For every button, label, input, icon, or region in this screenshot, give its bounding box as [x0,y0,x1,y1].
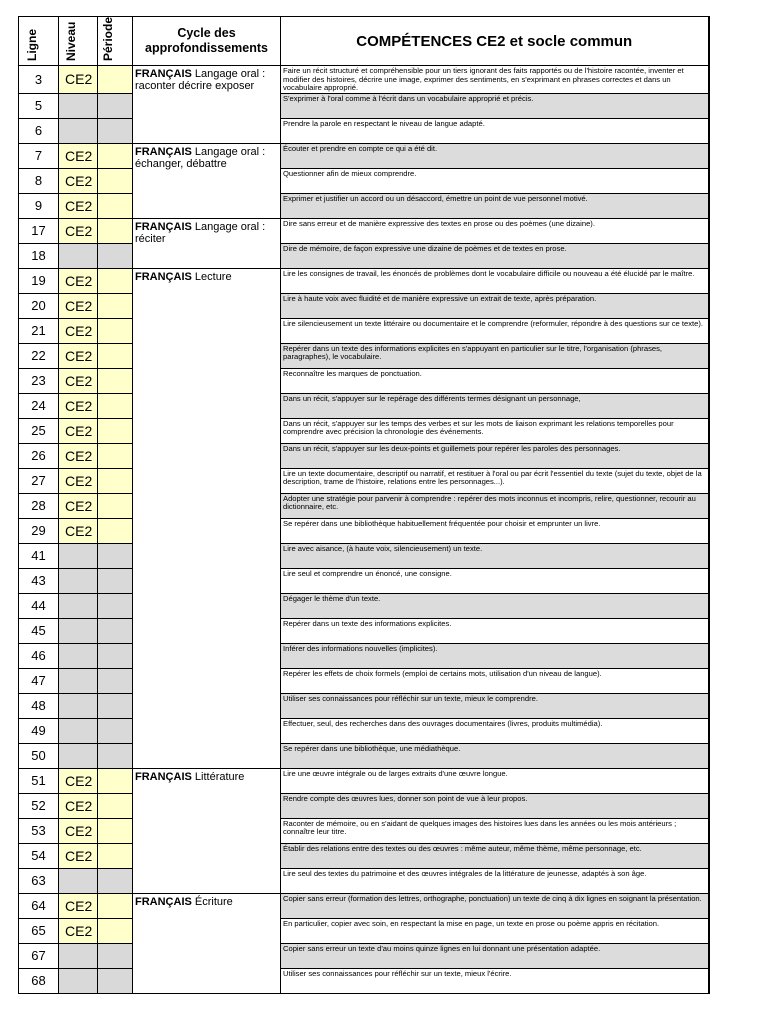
periode-cell[interactable] [98,443,133,468]
domain-topic: Écriture [191,895,233,908]
domain-topic: Langage oral : échanger, débattre [135,145,266,170]
niveau-cell[interactable]: CE2 [59,768,98,793]
table-row [19,66,709,94]
competence-text: Lire avec aisance, (à haute voix, silencieusement) un texte. [281,543,709,568]
periode-cell[interactable] [98,218,133,243]
ligne-cell: 48 [19,693,59,718]
table-row [19,493,709,518]
ligne-cell: 49 [19,718,59,743]
domain-subject: FRANÇAIS [135,770,192,783]
periode-cell[interactable] [98,793,133,818]
niveau-cell[interactable]: CE2 [59,368,98,393]
niveau-cell[interactable]: CE2 [59,218,98,243]
ligne-cell: 67 [19,943,59,968]
ligne-cell: 8 [19,168,59,193]
periode-cell[interactable] [98,693,133,718]
table-row [19,93,709,118]
ligne-cell: 68 [19,968,59,993]
niveau-cell[interactable] [59,93,98,118]
domain-subject: FRANÇAIS [135,270,192,283]
periode-cell[interactable] [98,843,133,868]
competence-text: Lire seul des textes du patrimoine et des œuvres intégrales de la littérature de jeunesse, adaptés à son âge. [281,868,709,893]
niveau-cell[interactable]: CE2 [59,443,98,468]
niveau-cell[interactable]: CE2 [59,893,98,918]
periode-cell[interactable] [98,193,133,218]
periode-cell[interactable] [98,543,133,568]
competence-text: Dans un récit, s'appuyer sur les temps des verbes et sur les mots de liaison exprimant les relations temporelles pour comprendre avec précision la chronologie des événements. [281,418,709,443]
header-competences: COMPÉTENCES CE2 et socle commun [281,17,709,66]
domain-topic: Langage oral : raconter décrire exposer [135,68,266,92]
table-row [19,193,709,218]
niveau-cell[interactable]: CE2 [59,193,98,218]
competence-text: Rendre compte des œuvres lues, donner son point de vue à leur propos. [281,793,709,818]
niveau-cell[interactable] [59,968,98,993]
periode-cell[interactable] [98,968,133,993]
competence-text: Dans un récit, s'appuyer sur les deux-points et guillemets pour repérer les paroles des personnages. [281,443,709,468]
table-row [19,543,709,568]
domain-topic: Littérature [191,770,245,783]
ligne-cell: 47 [19,668,59,693]
ligne-cell: 3 [19,66,59,94]
niveau-cell[interactable]: CE2 [59,66,98,94]
periode-cell[interactable] [98,943,133,968]
periode-cell[interactable] [98,243,133,268]
table-row [19,743,709,768]
table-row [19,568,709,593]
competence-text: Lire seul et comprendre un énoncé, une consigne. [281,568,709,593]
domain-cell [133,268,281,768]
periode-cell[interactable] [98,168,133,193]
header-row [19,17,709,66]
ligne-cell: 9 [19,193,59,218]
competence-text: Copier sans erreur (formation des lettres, orthographe, ponctuation) un texte de cinq à dix lignes en soignant la présentation. [281,893,709,918]
ligne-cell: 23 [19,368,59,393]
table-row [19,393,709,418]
ligne-cell: 25 [19,418,59,443]
table-row [19,243,709,268]
table-row [19,318,709,343]
ligne-cell: 28 [19,493,59,518]
niveau-cell[interactable]: CE2 [59,318,98,343]
ligne-cell: 26 [19,443,59,468]
table-row [19,893,709,918]
competence-text: Dégager le thème d'un texte. [281,593,709,618]
domain-cell [133,143,281,218]
competence-text: Dans un récit, s'appuyer sur le repérage des différents termes désignant un personnage, [281,393,709,418]
header-niveau: Niveau [59,17,98,66]
competences-table [18,16,710,994]
niveau-cell[interactable] [59,943,98,968]
ligne-cell: 6 [19,118,59,143]
header-periode: Période [98,17,133,66]
ligne-cell: 52 [19,793,59,818]
competence-text: Établir des relations entre des textes ou des œuvres : même auteur, même thème, même personnage, etc. [281,843,709,868]
competence-text: Questionner afin de mieux comprendre. [281,168,709,193]
competence-text: Repérer les effets de choix formels (emploi de certains mots, utilisation d'un niveau de langue). [281,668,709,693]
table-row [19,293,709,318]
competence-text: Lire à haute voix avec fluidité et de manière expressive un extrait de texte, après préparation. [281,293,709,318]
table-row [19,918,709,943]
niveau-cell[interactable] [59,668,98,693]
periode-cell[interactable] [98,718,133,743]
niveau-cell[interactable]: CE2 [59,793,98,818]
competence-text: Inférer des informations nouvelles (implicites). [281,643,709,668]
ligne-cell: 24 [19,393,59,418]
ligne-cell: 20 [19,293,59,318]
competence-text: Faire un récit structuré et compréhensible pour un tiers ignorant des faits rapportés ou de l'histoire racontée, inventer et modifier des histoires, décrire une image, exprimer des sentiments, en s'exprimant en phrases correctes et dans un vocabulaire approprié. [281,66,709,94]
ligne-cell: 63 [19,868,59,893]
niveau-cell[interactable]: CE2 [59,518,98,543]
niveau-cell[interactable]: CE2 [59,293,98,318]
periode-cell[interactable] [98,418,133,443]
domain-cell [133,768,281,893]
niveau-cell[interactable] [59,643,98,668]
niveau-cell[interactable]: CE2 [59,418,98,443]
periode-cell[interactable] [98,743,133,768]
niveau-cell[interactable]: CE2 [59,168,98,193]
domain-cell [133,893,281,993]
table-row [19,218,709,243]
table-row [19,443,709,468]
niveau-cell[interactable] [59,868,98,893]
competence-text: En particulier, copier avec soin, en respectant la mise en page, un texte en prose ou poème appris en récitation. [281,918,709,943]
competence-text: Adopter une stratégie pour parvenir à comprendre : repérer des mots inconnus et incompris, relire, questionner, recourir au dictionnaire, etc. [281,493,709,518]
periode-cell[interactable] [98,143,133,168]
table-row [19,468,709,493]
ligne-cell: 21 [19,318,59,343]
ligne-cell: 44 [19,593,59,618]
table-row [19,643,709,668]
niveau-cell[interactable] [59,568,98,593]
periode-cell[interactable] [98,268,133,293]
competence-text: Copier sans erreur un texte d'au moins quinze lignes en lui donnant une présentation adaptée. [281,943,709,968]
periode-cell[interactable] [98,868,133,893]
periode-cell[interactable] [98,518,133,543]
niveau-cell[interactable]: CE2 [59,918,98,943]
niveau-cell[interactable]: CE2 [59,393,98,418]
ligne-cell: 22 [19,343,59,368]
competence-text: Repérer dans un texte des informations explicites. [281,618,709,643]
niveau-cell[interactable]: CE2 [59,343,98,368]
ligne-cell: 29 [19,518,59,543]
competence-text: Repérer dans un texte des informations explicites en s'appuyant en particulier sur le titre, l'organisation (phrases, paragraphes), le vocabulaire. [281,343,709,368]
table-row [19,168,709,193]
competence-text: Reconnaître les marques de ponctuation. [281,368,709,393]
table-row [19,593,709,618]
competence-text: Effectuer, seul, des recherches dans des ouvrages documentaires (livres, produits multimédia). [281,718,709,743]
competence-text: Lire silencieusement un texte littéraire ou documentaire et le comprendre (reformuler, répondre à des questions sur ce texte). [281,318,709,343]
periode-cell[interactable] [98,818,133,843]
table-row [19,718,709,743]
ligne-cell: 19 [19,268,59,293]
competences-body [19,66,709,994]
competence-text: Utiliser ses connaissances pour réfléchir sur un texte, mieux le comprendre. [281,693,709,718]
table-row [19,418,709,443]
competence-text: Utiliser ses connaissances pour réfléchir sur un texte, mieux l'écrire. [281,968,709,993]
competence-text: Lire un texte documentaire, descriptif ou narratif, et restituer à l'oral ou par écrit l'essentiel du texte (sujet du texte, objet de la description, trame de l'histoire, relations entre les personnages...). [281,468,709,493]
periode-cell[interactable] [98,393,133,418]
ligne-cell: 65 [19,918,59,943]
competence-text: Se repérer dans une bibliothèque, une médiathèque. [281,743,709,768]
periode-cell[interactable] [98,93,133,118]
domain-subject: FRANÇAIS [135,68,192,80]
competence-text: Dire de mémoire, de façon expressive une dizaine de poèmes et de textes en prose. [281,243,709,268]
ligne-cell: 46 [19,643,59,668]
competence-text: Exprimer et justifier un accord ou un désaccord, émettre un point de vue personnel motivé. [281,193,709,218]
periode-cell[interactable] [98,493,133,518]
periode-cell[interactable] [98,343,133,368]
periode-cell[interactable] [98,318,133,343]
table-row [19,618,709,643]
niveau-cell[interactable] [59,693,98,718]
periode-cell[interactable] [98,368,133,393]
niveau-cell[interactable] [59,118,98,143]
table-row [19,268,709,293]
periode-cell[interactable] [98,293,133,318]
periode-cell[interactable] [98,893,133,918]
niveau-cell[interactable] [59,593,98,618]
ligne-cell: 43 [19,568,59,593]
ligne-cell: 27 [19,468,59,493]
competence-text: Écouter et prendre en compte ce qui a été dit. [281,143,709,168]
competence-text: Dire sans erreur et de manière expressive des textes en prose ou des poèmes (une dizaine). [281,218,709,243]
ligne-cell: 45 [19,618,59,643]
table-row [19,793,709,818]
ligne-cell: 17 [19,218,59,243]
ligne-cell: 54 [19,843,59,868]
ligne-cell: 64 [19,893,59,918]
domain-cell [133,66,281,144]
competence-text: Lire une œuvre intégrale ou de larges extraits d'une œuvre longue. [281,768,709,793]
table-row [19,693,709,718]
table-row [19,118,709,143]
table-row [19,668,709,693]
competence-text: Prendre la parole en respectant le niveau de langue adapté. [281,118,709,143]
niveau-cell[interactable] [59,618,98,643]
periode-cell[interactable] [98,918,133,943]
competence-text: S'exprimer à l'oral comme à l'écrit dans un vocabulaire approprié et précis. [281,93,709,118]
competences-sheet [18,16,708,994]
ligne-cell: 51 [19,768,59,793]
niveau-cell[interactable]: CE2 [59,143,98,168]
header-ligne: Ligne [19,17,59,66]
niveau-cell[interactable]: CE2 [59,818,98,843]
periode-cell[interactable] [98,668,133,693]
ligne-cell: 18 [19,243,59,268]
ligne-cell: 7 [19,143,59,168]
niveau-cell[interactable] [59,718,98,743]
table-row [19,143,709,168]
domain-topic: Langage oral : réciter [135,220,266,245]
competence-text: Raconter de mémoire, ou en s'aidant de quelques images des histoires lues dans les années ou les mois antérieurs ; connaître leur titre. [281,818,709,843]
niveau-cell[interactable]: CE2 [59,843,98,868]
table-row [19,818,709,843]
ligne-cell: 50 [19,743,59,768]
niveau-cell[interactable]: CE2 [59,468,98,493]
table-row [19,843,709,868]
periode-cell[interactable] [98,618,133,643]
ligne-cell: 5 [19,93,59,118]
periode-cell[interactable] [98,768,133,793]
domain-subject: FRANÇAIS [135,220,192,233]
table-row [19,943,709,968]
table-row [19,868,709,893]
table-row [19,968,709,993]
table-row [19,343,709,368]
table-row [19,768,709,793]
table-row [19,518,709,543]
niveau-cell[interactable] [59,543,98,568]
periode-cell[interactable] [98,593,133,618]
domain-subject: FRANÇAIS [135,145,192,158]
ligne-cell: 53 [19,818,59,843]
niveau-cell[interactable] [59,743,98,768]
ligne-cell: 41 [19,543,59,568]
niveau-cell[interactable]: CE2 [59,493,98,518]
periode-cell[interactable] [98,118,133,143]
domain-cell [133,218,281,268]
competence-text: Lire les consignes de travail, les énoncés de problèmes dont le vocabulaire difficile ou nouveau a été élucidé par le maître. [281,268,709,293]
header-cycle: Cycle des approfondissements [133,17,281,66]
competence-text: Se repérer dans une bibliothèque habituellement fréquentée pour choisir et emprunter un livre. [281,518,709,543]
periode-cell[interactable] [98,66,133,94]
periode-cell[interactable] [98,568,133,593]
periode-cell[interactable] [98,468,133,493]
periode-cell[interactable] [98,643,133,668]
niveau-cell[interactable]: CE2 [59,268,98,293]
table-row [19,368,709,393]
domain-topic: Lecture [191,270,232,283]
niveau-cell[interactable] [59,243,98,268]
domain-subject: FRANÇAIS [135,895,192,908]
